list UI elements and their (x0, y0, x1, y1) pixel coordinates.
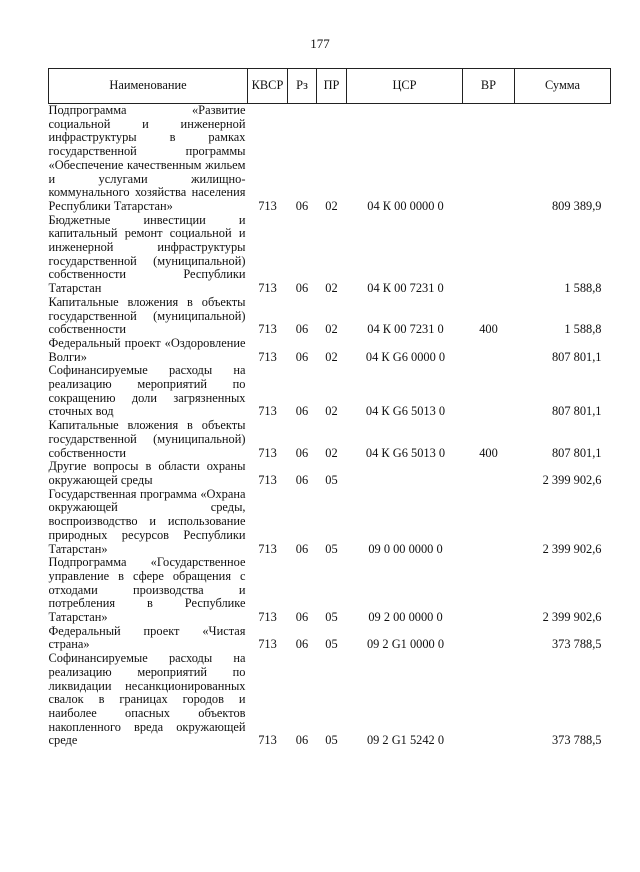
row-name: Софинансируемые расходы на реализацию мероприятий по сокращению доли загрязненных сточных вод (48, 363, 246, 419)
row-csr: 09 0 00 0000 0 (368, 541, 443, 556)
row-sum: 807 801,1 (551, 349, 602, 364)
row-rz: 06 (295, 472, 309, 487)
row-kvsr: 713 (258, 610, 277, 625)
row-vr: 400 (479, 445, 498, 460)
row-csr: 09 2 G1 5242 0 (366, 733, 445, 748)
table-row (49, 364, 611, 419)
row-sum: 373 788,5 (551, 637, 602, 652)
table-row (49, 337, 611, 364)
row-kvsr: 713 (258, 322, 277, 337)
column-header-kvsr: КВСР (248, 69, 288, 104)
row-csr: 04 К G6 0000 0 (365, 349, 446, 364)
row-rz: 06 (295, 198, 309, 213)
row-name: Подпрограмма «Государственное управление в сфере обращения с отходами производства и потребления в Республике Татарстан» (48, 555, 246, 625)
table-row (49, 104, 611, 214)
row-name: Бюджетные инвестиции и капитальный ремонт социальной и инженерной инфраструктуры государственной (муниципальной) собственности Республики Татарстан (48, 212, 246, 296)
row-pr: 05 (325, 472, 338, 487)
row-name: Софинансируемые расходы на реализацию мероприятий по ликвидации несанкционированных свалок в границах городов и наиболее опасных объектов накопленного вреда окружающей среде (48, 651, 246, 748)
row-pr: 05 (325, 637, 338, 652)
row-pr: 02 (325, 198, 338, 213)
budget-table (48, 68, 611, 748)
row-kvsr: 713 (258, 733, 277, 748)
row-csr: 04 К 00 7231 0 (367, 322, 444, 337)
row-csr: 04 К 00 0000 0 (367, 198, 444, 213)
row-kvsr: 713 (258, 445, 277, 460)
table-row (49, 296, 611, 337)
row-sum: 1 588,8 (564, 281, 602, 296)
table-body (49, 104, 611, 749)
table-header-row (49, 69, 611, 104)
row-csr: 09 2 G1 0000 0 (366, 637, 445, 652)
row-csr (347, 460, 463, 487)
row-csr: 09 2 00 0000 0 (368, 610, 443, 625)
row-pr: 02 (325, 445, 338, 460)
row-pr: 02 (325, 404, 338, 419)
row-sum: 373 788,5 (551, 733, 602, 748)
row-csr: 04 К G6 5013 0 (365, 404, 446, 419)
row-name: Другие вопросы в области охраны окружающей среды (48, 459, 246, 487)
row-name: Федеральный проект «Оздоровление Волги» (48, 335, 246, 364)
page-number: 177 (310, 36, 330, 51)
row-pr: 05 (325, 610, 338, 625)
row-kvsr: 713 (258, 637, 277, 652)
row-name: Федеральный проект «Чистая страна» (48, 623, 246, 652)
table-row (49, 488, 611, 557)
column-header-csr: ЦСР (347, 69, 463, 104)
row-vr (463, 364, 515, 419)
row-kvsr: 713 (258, 472, 277, 487)
row-pr: 02 (325, 281, 338, 296)
row-kvsr: 713 (258, 281, 277, 296)
table-row (49, 556, 611, 625)
table-row (49, 460, 611, 487)
row-name: Капитальные вложения в объекты государственной (муниципальной) собственности (48, 294, 246, 337)
row-sum: 807 801,1 (551, 445, 602, 460)
row-kvsr: 713 (258, 349, 277, 364)
row-vr (463, 104, 515, 214)
row-vr (463, 488, 515, 557)
column-header-name: Наименование (49, 69, 248, 104)
row-pr: 02 (325, 349, 338, 364)
row-vr (463, 625, 515, 652)
column-header-sum: Сумма (515, 69, 611, 104)
row-sum: 1 588,8 (564, 322, 602, 337)
column-header-vr: ВР (463, 69, 515, 104)
row-kvsr: 713 (258, 541, 277, 556)
row-rz: 06 (295, 541, 309, 556)
row-csr: 04 К 00 7231 0 (367, 281, 444, 296)
row-rz: 06 (295, 281, 309, 296)
row-vr: 400 (479, 322, 498, 337)
table-row (49, 652, 611, 748)
row-name: Капитальные вложения в объекты государственной (муниципальной) собственности (48, 418, 246, 460)
row-vr (463, 460, 515, 487)
row-vr (463, 214, 515, 296)
row-sum: 2 399 902,6 (542, 541, 602, 556)
row-rz: 06 (295, 349, 309, 364)
row-csr: 04 К G6 5013 0 (365, 445, 446, 460)
table-row (49, 214, 611, 296)
row-pr: 05 (325, 541, 338, 556)
row-vr (463, 652, 515, 748)
row-name: Государственная программа «Охрана окружающей среды, воспроизводство и использование природных ресурсов Республики Татарстан» (48, 486, 246, 556)
table-row (49, 419, 611, 460)
row-name: Подпрограмма «Развитие социальной и инженерной инфраструктуры в рамках государственной программы «Обеспечение качественным жильем и услугами жилищно-коммунального хозяйства населения Республики Татарстан» (48, 103, 246, 213)
row-sum: 807 801,1 (551, 404, 602, 419)
row-rz: 06 (295, 322, 309, 337)
row-sum: 809 389,9 (551, 198, 602, 213)
row-pr: 02 (325, 322, 338, 337)
row-vr (463, 556, 515, 625)
column-header-pr: ПР (317, 69, 347, 104)
column-header-rz: Рз (288, 69, 317, 104)
row-vr (463, 337, 515, 364)
row-rz: 06 (295, 637, 309, 652)
table-row (49, 625, 611, 652)
row-rz: 06 (295, 445, 309, 460)
row-sum: 2 399 902,6 (542, 610, 602, 625)
row-kvsr: 713 (258, 404, 277, 419)
row-pr: 05 (325, 733, 338, 748)
row-sum: 2 399 902,6 (542, 472, 602, 487)
row-rz: 06 (295, 733, 309, 748)
row-rz: 06 (295, 610, 309, 625)
row-rz: 06 (295, 404, 309, 419)
row-kvsr: 713 (258, 198, 277, 213)
